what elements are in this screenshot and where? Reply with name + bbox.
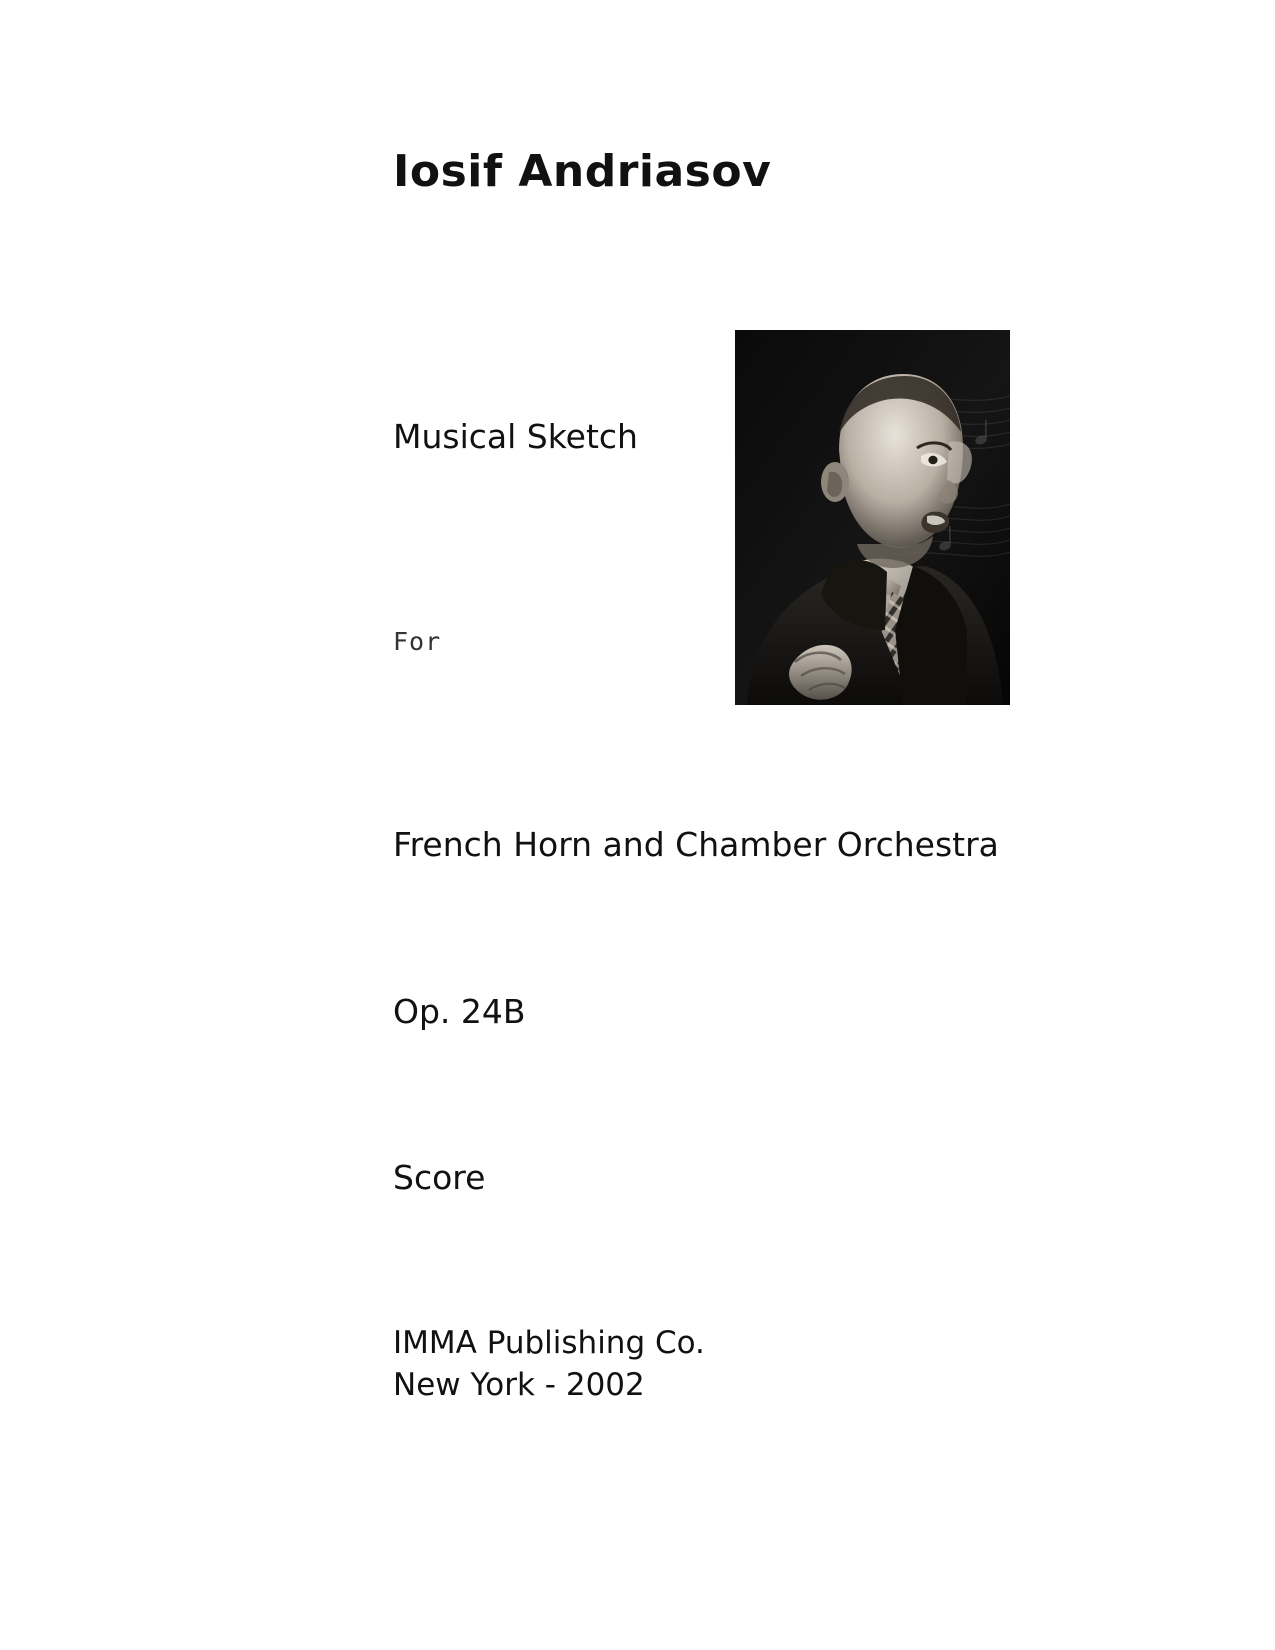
publisher-place-year: New York - 2002 — [393, 1367, 645, 1403]
composer-portrait — [735, 330, 1010, 705]
opus-number: Op. 24B — [393, 992, 526, 1031]
publisher-block — [393, 1322, 705, 1406]
composer-name: Iosif Andriasov — [393, 146, 772, 197]
score-label: Score — [393, 1158, 486, 1197]
instrumentation: French Horn and Chamber Orchestra — [393, 825, 999, 864]
portrait-image — [735, 330, 1010, 705]
publisher-name: IMMA Publishing Co. — [393, 1325, 705, 1361]
work-title: Musical Sketch — [393, 417, 638, 456]
for-label: For — [393, 627, 442, 656]
